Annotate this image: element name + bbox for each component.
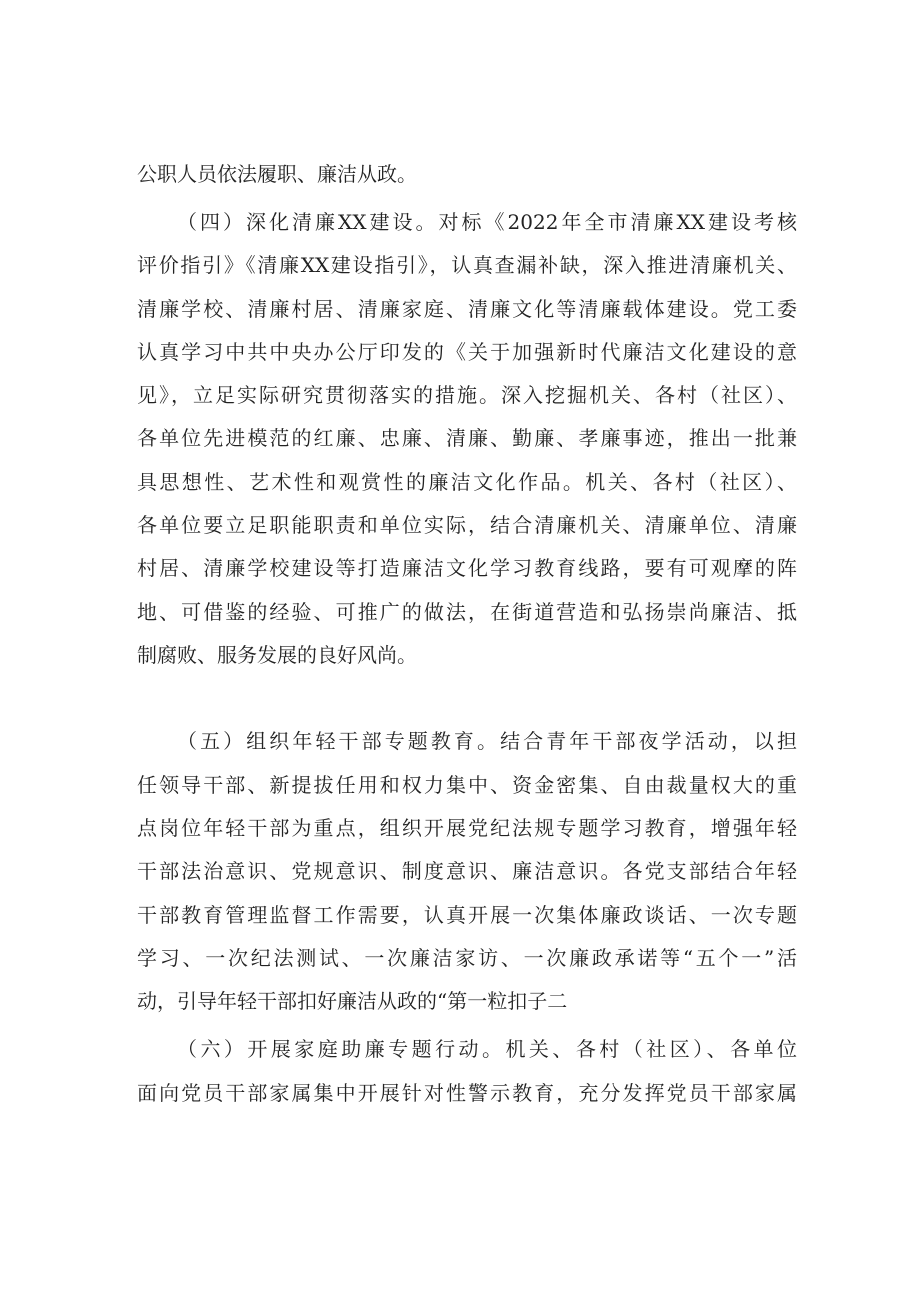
text-line: 面向党员干部家属集中开展针对性警示教育，充分发挥党员干部家属 bbox=[137, 1081, 797, 1105]
text-line: 具思想性、艺术性和观赏性的廉洁文化作品。机关、各村（社区）、 bbox=[137, 470, 797, 494]
text-line: 认真学习中共中央办公厅印发的《关于加强新时代廉洁文化建设的意 bbox=[137, 340, 797, 364]
text-line: 点岗位年轻干部为重点，组织开展党纪法规专题学习教育，增强年轻 bbox=[137, 816, 797, 840]
text-line: （六）开展家庭助廉专题行动。机关、各村（社区）、各单位 bbox=[177, 1037, 797, 1061]
text-line: 干部法治意识、党规意识、制度意识、廉洁意识。各党支部结合年轻 bbox=[137, 859, 797, 883]
text-line: 干部教育管理监督工作需要，认真开展一次集体廉政谈话、一次专题 bbox=[137, 903, 797, 927]
text-line: 公职人员依法履职、廉洁从政。 bbox=[137, 162, 417, 186]
text-line: 村居、清廉学校建设等打造廉洁文化学习教育线路，要有可观摩的阵 bbox=[137, 556, 797, 580]
text-line: 动，引导年轻干部扣好廉洁从政的“第一粒扣子二 bbox=[137, 989, 568, 1013]
text-line: 评价指引》《清廉XX建设指引》，认真查漏补缺，深入推进清廉机关、 bbox=[137, 253, 797, 277]
text-line: 清廉学校、清廉村居、清廉家庭、清廉文化等清廉载体建设。党工委 bbox=[137, 297, 797, 321]
text-line: 见》，立足实际研究贯彻落实的措施。深入挖掘机关、各村（社区）、 bbox=[137, 383, 797, 407]
text-line: 各单位要立足职能职责和单位实际，结合清廉机关、清廉单位、清廉 bbox=[137, 513, 797, 537]
text-line: 地、可借鉴的经验、可推广的做法，在街道营造和弘扬崇尚廉洁、抵 bbox=[137, 600, 797, 624]
text-line: 任领导干部、新提拔任用和权力集中、资金密集、自由裁量权大的重 bbox=[137, 773, 797, 797]
text-line: （四）深化清廉XX建设。对标《2022年全市清廉XX建设考核 bbox=[177, 210, 797, 234]
text-line: （五）组织年轻干部专题教育。结合青年干部夜学活动，以担 bbox=[177, 729, 797, 753]
text-line: 学习、一次纪法测试、一次廉洁家访、一次廉政承诺等“五个一”活 bbox=[137, 946, 797, 970]
text-line: 制腐败、服务发展的良好风尚。 bbox=[137, 643, 417, 667]
text-line: 各单位先进模范的红廉、忠廉、清廉、勤廉、孝廉事迹，推出一批兼 bbox=[137, 426, 797, 450]
